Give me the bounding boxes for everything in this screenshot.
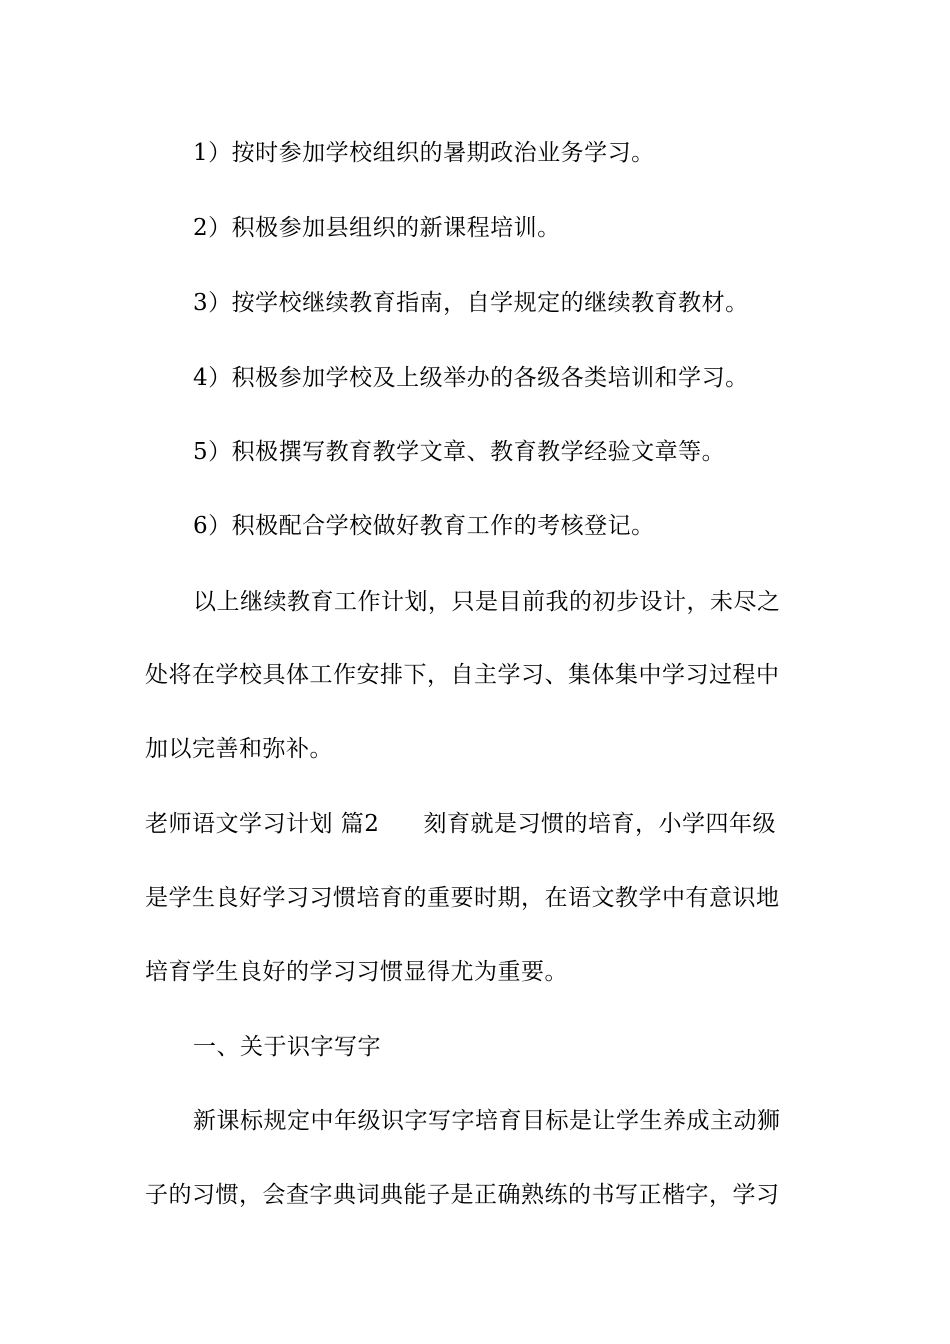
section-intro-line-1: 是学生良好学习习惯培育的重要时期，在语文教学中有意识地 [145, 885, 780, 911]
body-line-1: 新课标规定中年级识字写字培育目标是让学生养成主动狮 [193, 1108, 781, 1134]
section-title: 老师语文学习计划 篇2 [145, 811, 380, 837]
conclusion-line-3: 加以完善和弥补。 [145, 736, 333, 762]
list-item-5: 5）积极撰写教育教学文章、教育教学经验文章等。 [193, 439, 726, 465]
list-item-1: 1）按时参加学校组织的暑期政治业务学习。 [193, 140, 655, 166]
body-line-2: 子的习惯，会查字典词典能子是正确熟练的书写正楷字，学习 [145, 1182, 780, 1208]
list-item-2: 2）积极参加县组织的新课程培训。 [193, 215, 561, 241]
heading-literacy: 一、关于识字写字 [193, 1034, 381, 1060]
conclusion-line-1: 以上继续教育工作计划，只是目前我的初步设计，未尽之 [193, 589, 781, 615]
section-intro-first: 刻育就是习惯的培育，小学四年级 [423, 811, 776, 837]
section-intro-line-2: 培育学生良好的学习习惯显得尤为重要。 [145, 959, 568, 985]
list-item-4: 4）积极参加学校及上级举办的各级各类培训和学习。 [193, 365, 749, 391]
conclusion-line-2: 处将在学校具体工作安排下，自主学习、集体集中学习过程中 [145, 662, 780, 688]
section-heading-line [145, 809, 825, 839]
list-item-6: 6）积极配合学校做好教育工作的考核登记。 [193, 513, 655, 539]
list-item-3: 3）按学校继续教育指南，自学规定的继续教育教材。 [193, 290, 749, 316]
